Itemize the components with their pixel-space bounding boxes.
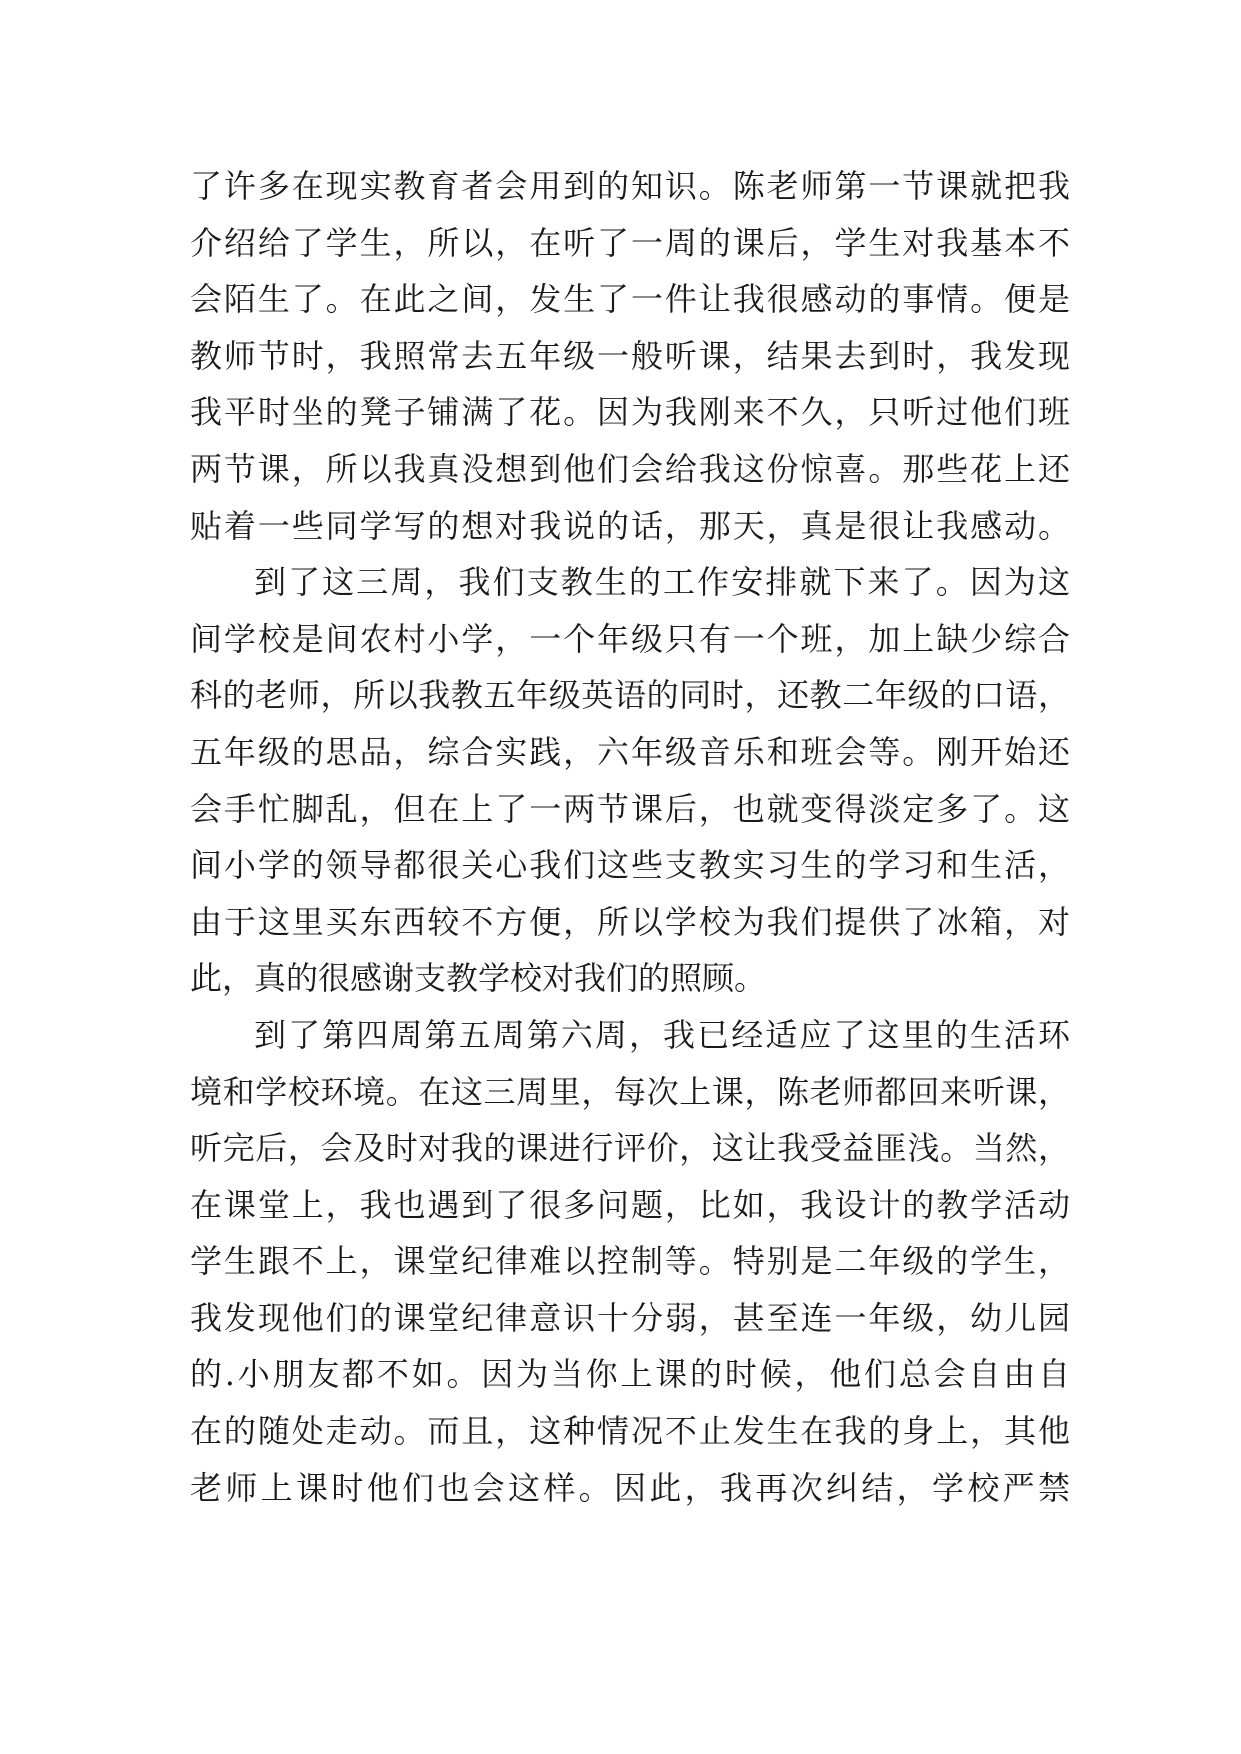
text-line: 学生跟不上，课堂纪律难以控制等。特别是二年级的学生， xyxy=(190,1242,1070,1281)
text-line: 贴着一些同学写的想对我说的话，那天，真是很让我感动。 xyxy=(190,506,1070,545)
body-text xyxy=(190,158,1070,1516)
text-line: 两节课，所以我真没想到他们会给我这份惊喜。那些花上还 xyxy=(190,449,1070,488)
text-line: 在的随处走动。而且，这种情况不止发生在我的身上，其他 xyxy=(190,1412,1070,1451)
text-line: 间学校是间农村小学，一个年级只有一个班，加上缺少综合 xyxy=(190,619,1070,658)
text-line: 境和学校环境。在这三周里，每次上课，陈老师都回来听课， xyxy=(190,1072,1070,1111)
text-line: 了许多在现实教育者会用到的知识。陈老师第一节课就把我 xyxy=(190,167,1070,205)
text-line: 间小学的领导都很关心我们这些支教实习生的学习和生活， xyxy=(190,846,1070,885)
paragraph-first-line: 到了这三周，我们支教生的工作安排就下来了。因为这 xyxy=(254,563,1070,602)
paragraph-first-line: 到了第四周第五周第六周，我已经适应了这里的生活环 xyxy=(254,1015,1070,1054)
text-line: 教师节时，我照常去五年级一般听课，结果去到时，我发现 xyxy=(190,336,1070,375)
text-line: 由于这里买东西较不方便，所以学校为我们提供了冰箱，对 xyxy=(190,902,1070,941)
text-line: 介绍给了学生，所以，在听了一周的课后，学生对我基本不 xyxy=(190,223,1070,262)
text-line: 听完后，会及时对我的课进行评价，这让我受益匪浅。当然， xyxy=(190,1129,1070,1168)
text-line: 我发现他们的课堂纪律意识十分弱，甚至连一年级，幼儿园 xyxy=(190,1298,1070,1337)
paragraph-last-line: 此，真的很感谢支教学校对我们的照顾。 xyxy=(190,959,767,998)
text-line: 科的老师，所以我教五年级英语的同时，还教二年级的口语， xyxy=(190,676,1070,715)
text-line: 五年级的思品，综合实践，六年级音乐和班会等。刚开始还 xyxy=(190,732,1070,771)
text-line: 会手忙脚乱，但在上了一两节课后，也就变得淡定多了。这 xyxy=(190,789,1070,828)
text-line: 的.小朋友都不如。因为当你上课的时候，他们总会自由自 xyxy=(190,1355,1070,1394)
text-line: 我平时坐的凳子铺满了花。因为我刚来不久，只听过他们班 xyxy=(190,393,1070,432)
text-line: 在课堂上，我也遇到了很多问题，比如，我设计的教学活动 xyxy=(190,1185,1070,1224)
text-line: 老师上课时他们也会这样。因此，我再次纠结，学校严禁 xyxy=(190,1468,1070,1507)
text-line: 会陌生了。在此之间，发生了一件让我很感动的事情。便是 xyxy=(190,280,1070,319)
